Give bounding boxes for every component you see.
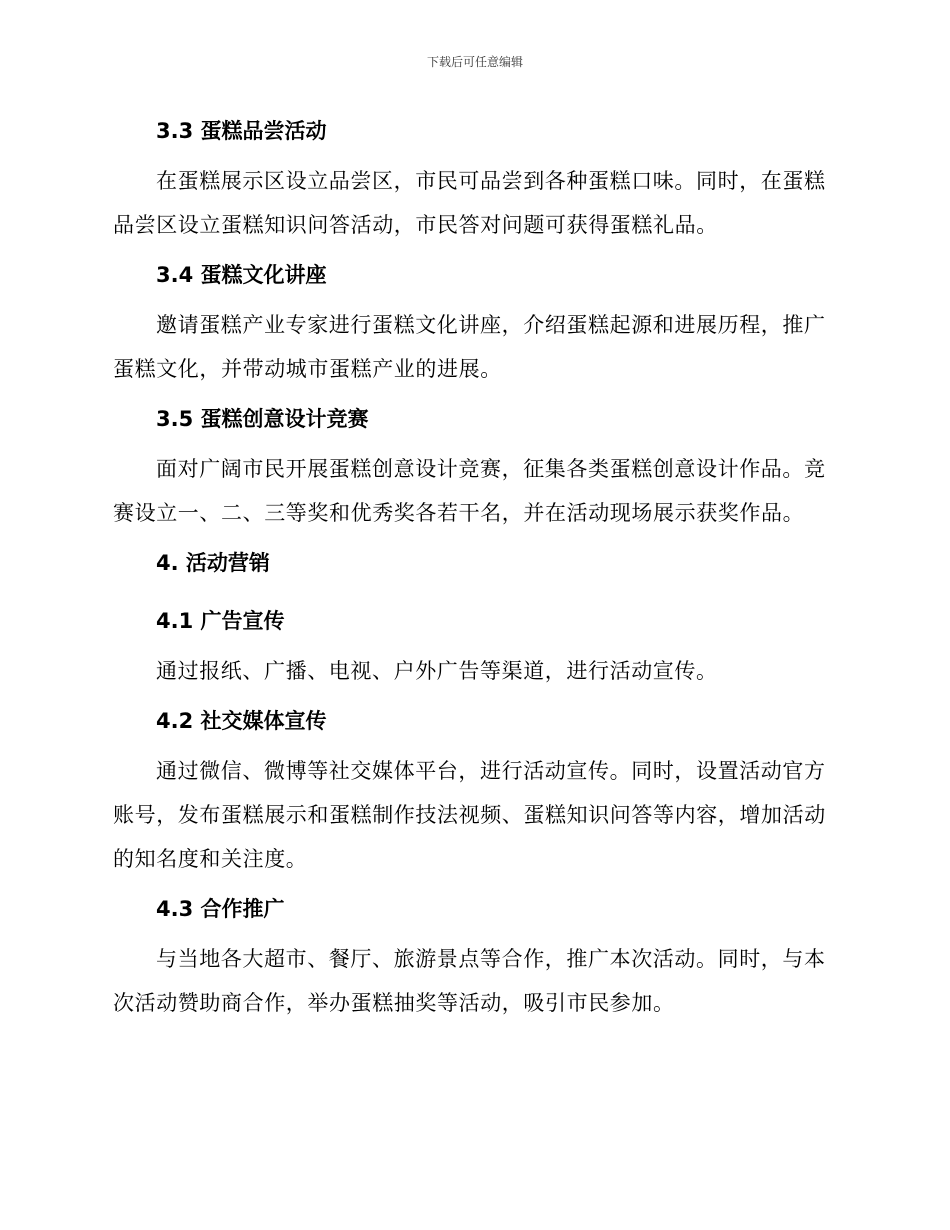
section-paragraph-4-1: 通过报纸、广播、电视、户外广告等渠道，进行活动宣传。 (156, 659, 718, 683)
section-heading-3-3: 3.3 蛋糕品尝活动 (156, 119, 327, 143)
section-paragraph-3-5: 面对广阔市民开展蛋糕创意设计竞赛，征集各类蛋糕创意设计作品。竞赛设立一、二、三等奖和优秀奖各若干名，并在活动现场展示获奖作品。 (113, 457, 826, 525)
section-paragraph-4-2: 通过微信、微博等社交媒体平台，进行活动宣传。同时，设置活动官方账号，发布蛋糕展示和蛋糕制作技法视频、蛋糕知识问答等内容，增加活动的知名度和关注度。 (113, 759, 826, 871)
section-heading-3-5: 3.5 蛋糕创意设计竞赛 (156, 407, 369, 431)
document-body (113, 110, 833, 1025)
section-paragraph-3-4: 邀请蛋糕产业专家进行蛋糕文化讲座，介绍蛋糕起源和进展历程，推广蛋糕文化，并带动城市蛋糕产业的进展。 (113, 313, 826, 381)
section-heading-4-1: 4.1 广告宣传 (156, 609, 285, 633)
section-paragraph-4-3: 与当地各大超市、餐厅、旅游景点等合作，推广本次活动。同时，与本次活动赞助商合作，举办蛋糕抽奖等活动，吸引市民参加。 (113, 947, 826, 1015)
section-heading-4-3: 4.3 合作推广 (156, 897, 285, 921)
page-header-note: 下载后可任意编辑 (426, 55, 523, 69)
section-paragraph-3-3: 在蛋糕展示区设立品尝区，市民可品尝到各种蛋糕口味。同时，在蛋糕品尝区设立蛋糕知识问答活动，市民答对问题可获得蛋糕礼品。 (113, 169, 826, 237)
section-heading-3-4: 3.4 蛋糕文化讲座 (156, 263, 327, 287)
section-heading-4-2: 4.2 社交媒体宣传 (156, 709, 327, 733)
chapter-heading-4: 4. 活动营销 (156, 551, 270, 575)
